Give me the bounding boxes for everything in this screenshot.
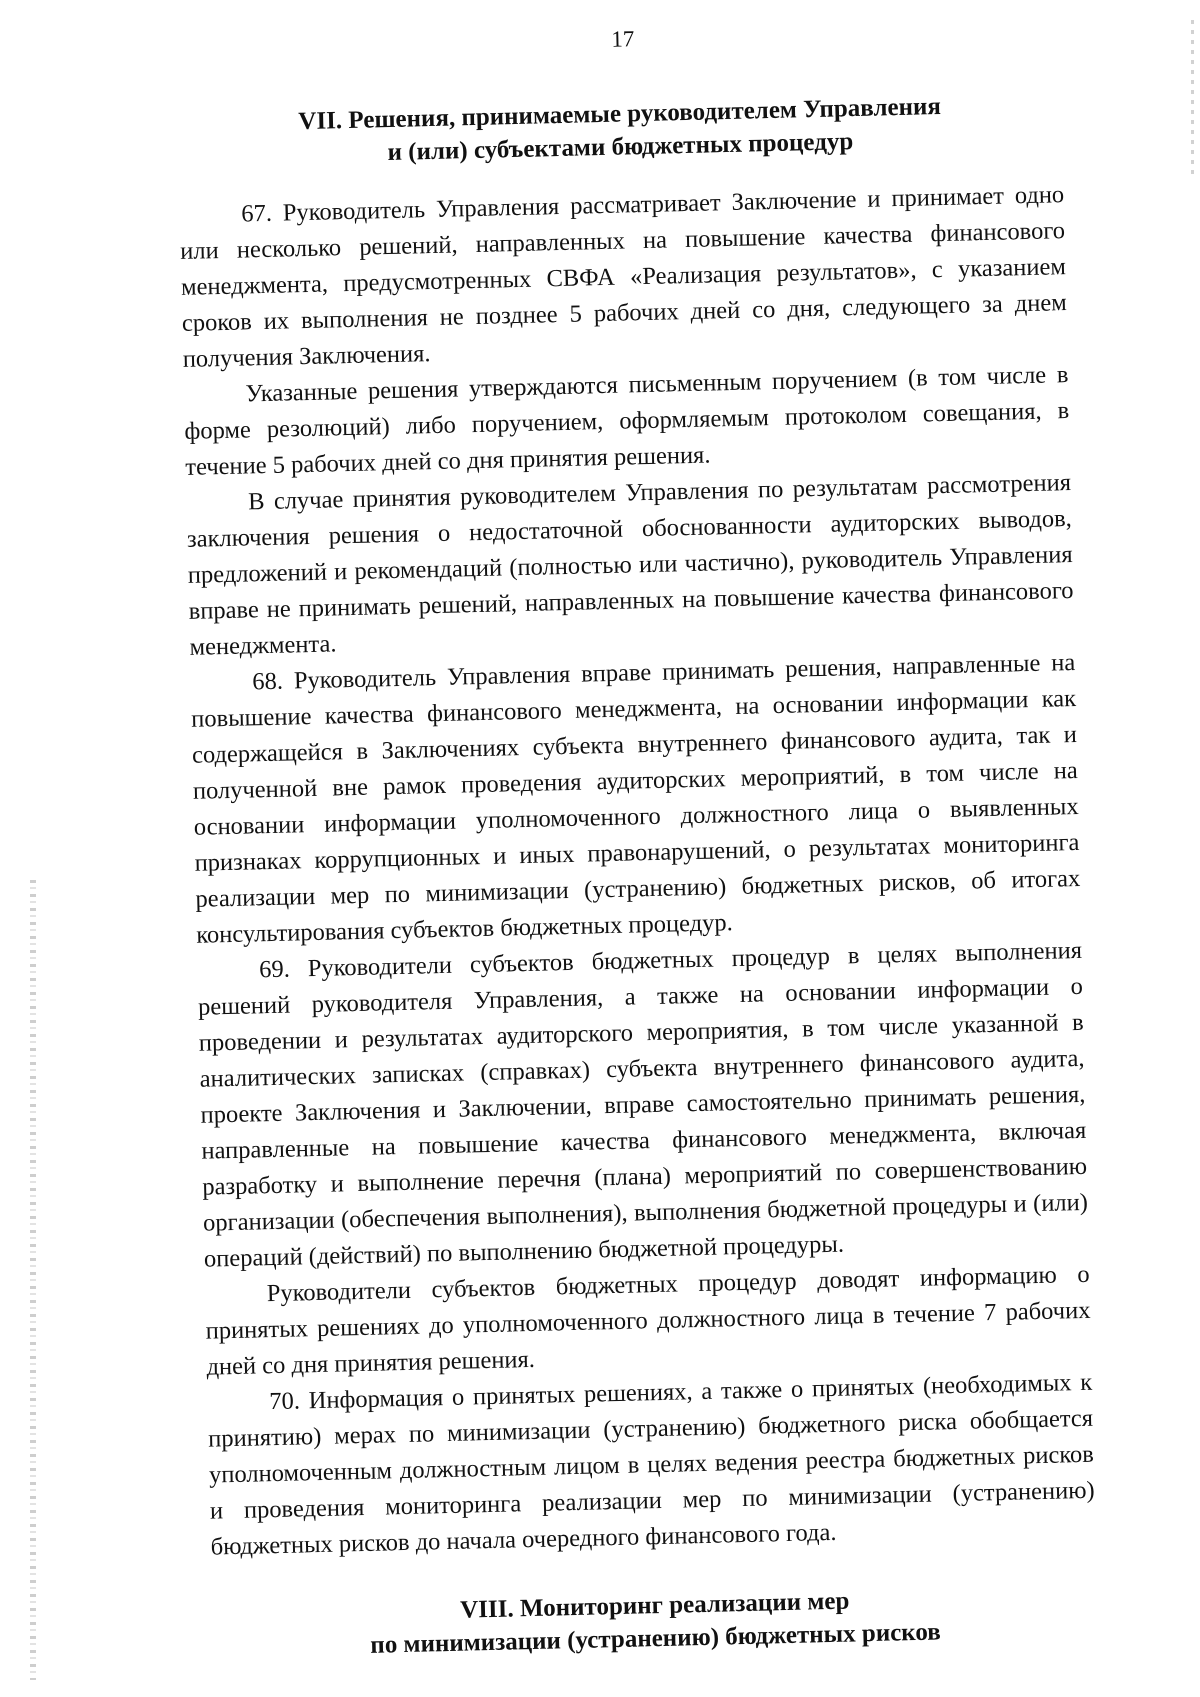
section-7-heading <box>177 87 1063 174</box>
section-8-heading-line-2: по минимизации (устранению) бюджетных рисков <box>370 1618 942 1659</box>
paragraph-67-exception: В случае принятия руководителем Управления по результатам рассмотрения заключения решения о недостаточной обоснованности аудиторских выводов, предложений и рекомендаций (полностью или частично), руководитель Управления вправе не принимать решений, направленных на повышение качества финансового менеджмента. <box>186 469 1074 661</box>
section-7-heading-line-1: VII. Решения, принимаемые руководителем Управления <box>298 92 942 136</box>
paragraph-70: 70. Информация о принятых решениях, а также о принятых (необходимых к принятию) мерах по минимизации (устранению) бюджетного риска обобщается уполномоченным должностным лицом в целях ведения реестра бюджетных рисков и проведения мониторинга реализации мер по минимизации (устранению) бюджетных рисков до начала очередного финансового года. <box>207 1368 1095 1561</box>
paragraph-67-approval: Указанные решения утверждаются письменным поручением (в том числе в форме резолюций) либо поручением, оформляемым протоколом совещания, в течение 5 рабочих дней со дня принятия решения. <box>184 361 1070 481</box>
section-8-heading-line-1: VIII. Мониторинг реализации мер <box>459 1587 850 1624</box>
scan-edge-artifact-right <box>1191 20 1194 180</box>
page-number: 17 <box>611 26 635 52</box>
scan-edge-artifact-left <box>30 880 36 1680</box>
paragraph-69: 69. Руководители субъектов бюджетных процедур в целях выполнения решений руководителя Управления, а также на основании информации о проведении и результатах аудиторского мероприятия, в том числе указанной в аналитических записках (справках) субъекта внутреннего финансового аудита, проекте Заключения и Заключении, вправе самостоятельно принимать решения, направленные на повышение качества финансового менеджмента, включая разработку и выполнение перечня (плана) мероприятий по совершенствованию организации (обеспечения выполнения), выполнения бюджетной процедуры и (или) операций (действий) по выполнению бюджетной процедуры. <box>197 936 1089 1273</box>
section-8-heading <box>212 1579 1098 1666</box>
section-7-heading-line-2: и (или) субъектами бюджетных процедур <box>387 128 854 167</box>
paragraph-69-reporting: Руководители субъектов бюджетных процедур доводят информацию о принятых решениях до уполномоченного должностного лица в течение 7 рабочих дней со дня принятия решения. <box>205 1260 1091 1381</box>
document-page <box>175 9 1099 1689</box>
paragraph-67: 67. Руководитель Управления рассматривает Заключение и принимает одно или несколько решений, направленных на повышение качества финансового менеджмента, предусмотренных СВФА «Реализация результатов», с указанием сроков их выполнения не позднее 5 рабочих дней со дня, следующего за днем получения Заключения. <box>179 181 1067 373</box>
paragraph-68: 68. Руководитель Управления вправе принимать решения, направленные на повышение качества финансового менеджмента, на основании информации как содержащейся в Заключениях субъекта внутреннего финансового аудита, так и полученной вне рамок проведения аудиторских мероприятий, в том числе на основании информации уполномоченного должностного лица о выявленных признаках коррупционных и иных правонарушений, о результатах мониторинга реализации мер по минимизации (устранению) бюджетных рисков, об итогах консультирования субъектов бюджетных процедур. <box>190 648 1081 949</box>
